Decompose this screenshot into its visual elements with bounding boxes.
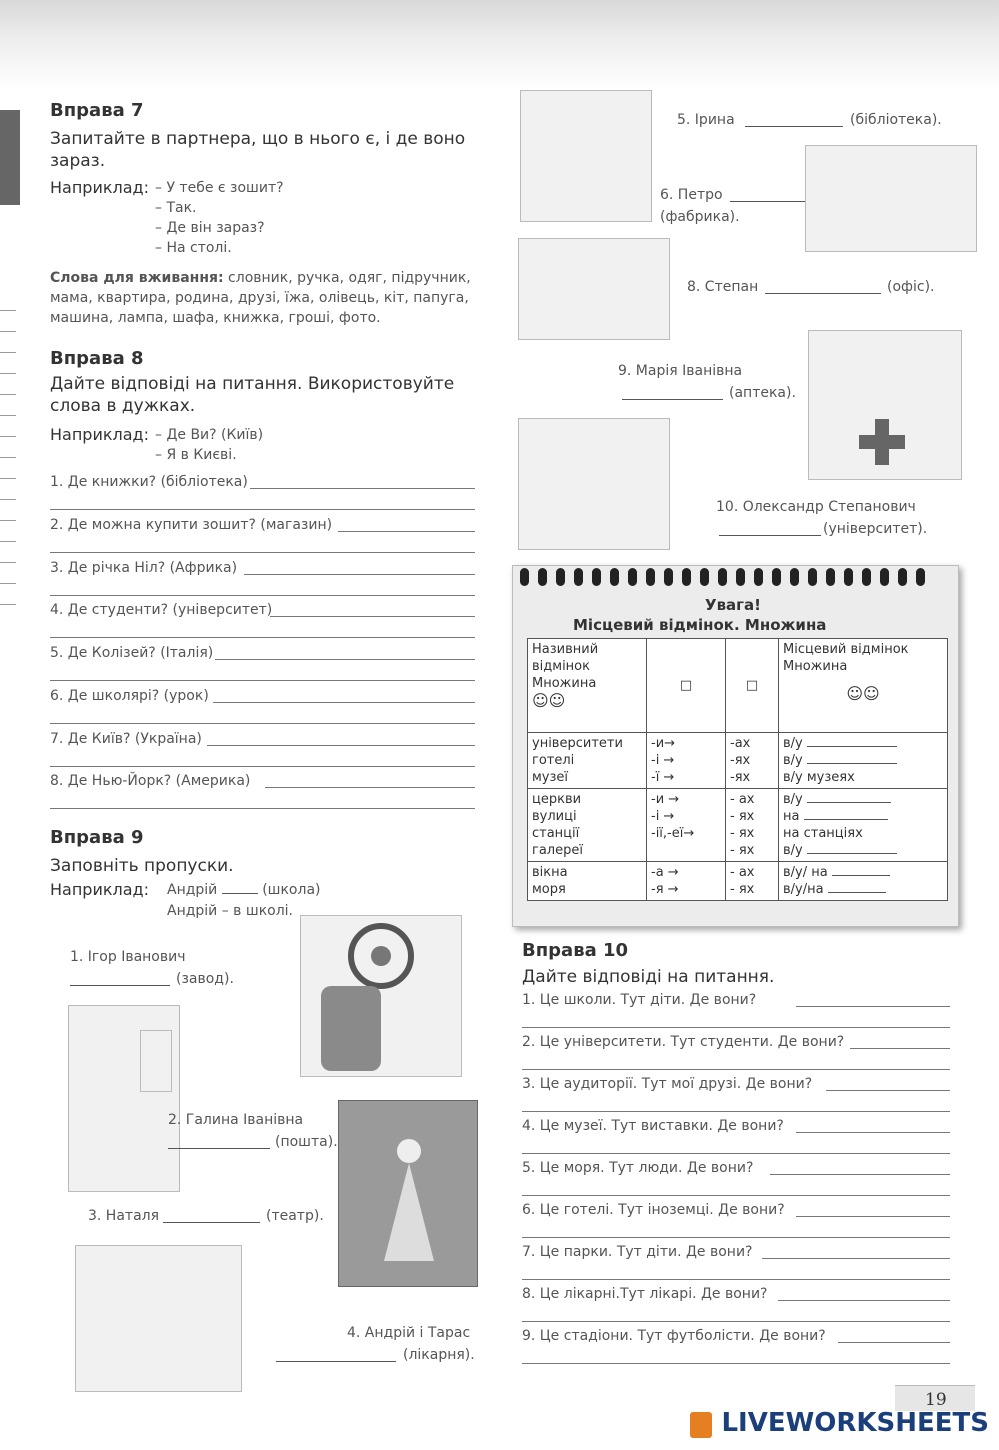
word: церкви — [532, 792, 582, 807]
answer-line[interactable] — [826, 1090, 950, 1091]
answer-line[interactable] — [338, 531, 475, 532]
new-ending: -ах — [730, 736, 751, 751]
answer-line[interactable] — [850, 1048, 950, 1049]
ending-box: □ — [647, 639, 726, 733]
ex8-q4: 4. Де студенти? (університет) — [50, 602, 273, 618]
head-text: Множина — [783, 659, 848, 674]
head-text: Місцевий відмінок — [783, 642, 909, 657]
answer-line[interactable] — [50, 723, 475, 724]
new-ending: - ях — [730, 826, 755, 841]
words-label: Слова для вживання: — [50, 270, 224, 286]
ending: -а → — [651, 865, 679, 880]
word: моря — [532, 882, 566, 897]
children-icon: ☺☺ — [846, 684, 880, 703]
ex9-item8-blank[interactable] — [765, 293, 881, 294]
answer-line[interactable] — [522, 1237, 950, 1238]
ex9-item10-name: 10. Олександр Степанович — [716, 499, 916, 515]
ex9-example-answer: Андрій – в школі. — [167, 903, 294, 919]
answer-line[interactable] — [796, 1132, 950, 1133]
ex9-instruction: Заповніть пропуски. — [50, 856, 234, 876]
example-line: – Я в Києві. — [155, 447, 237, 463]
ex8-q5: 5. Де Колізей? (Італія) — [50, 645, 214, 661]
ex7-words — [50, 268, 485, 328]
page-number: 19 — [925, 1390, 947, 1410]
ex7-example-label: Наприклад: — [50, 178, 149, 197]
page-edge-bar — [0, 110, 20, 205]
university-illustration — [518, 418, 670, 550]
ex9-item6-place: (фабрика). — [660, 209, 740, 225]
ex9-item10-place: (університет). — [823, 521, 928, 537]
loc-prefix: в/у/ на — [783, 865, 828, 880]
word: галереї — [532, 843, 583, 858]
ex9-item9-name: 9. Марія Іванівна — [618, 363, 743, 379]
answer-line[interactable] — [265, 787, 475, 788]
ex9-item5-place: (бібліотека). — [850, 112, 942, 128]
ending: -ї → — [651, 770, 675, 785]
head-text: відмінок — [532, 659, 590, 674]
new-ending: - ах — [730, 792, 755, 807]
dialog-line: – Де він зараз? — [155, 220, 265, 236]
answer-line[interactable] — [522, 1321, 950, 1322]
new-ending: - ях — [730, 843, 755, 858]
liveworksheets-logo[interactable]: LIVEWORKSHEETS — [721, 1408, 989, 1438]
ex9-item2-blank[interactable] — [168, 1148, 270, 1149]
bakery-illustration — [805, 145, 977, 252]
ex10-q1: 1. Це школи. Тут діти. Де вони? — [522, 992, 757, 1008]
ending-box: □ — [726, 639, 779, 733]
theater-illustration — [338, 1100, 478, 1287]
ex7-title: Вправа 7 — [50, 100, 144, 121]
new-ending: - ях — [730, 809, 755, 824]
words-list: словник, ручка, одяг, підручник, мама, квартира, родина, друзі, їжа, олівець, кіт, папуга, машина, лампа, шафа, книжка, гроші, фото. — [50, 270, 471, 326]
loc-prefix: в/у/на — [783, 882, 824, 897]
factory-worker-illustration — [300, 915, 462, 1077]
answer-line[interactable] — [522, 1069, 950, 1070]
word: вулиці — [532, 809, 577, 824]
dialog-line: – У тебе є зошит? — [155, 180, 284, 196]
answer-line[interactable] — [522, 1153, 950, 1154]
ex8-example — [155, 425, 263, 465]
ex9-item10-blank[interactable] — [719, 535, 821, 536]
ex10-title: Вправа 10 — [522, 940, 629, 961]
grammar-subtitle: Місцевий відмінок. Множина — [573, 616, 827, 634]
answer-line[interactable] — [522, 1027, 950, 1028]
loc-blank[interactable] — [807, 802, 891, 803]
example-line: – Де Ви? (Київ) — [155, 427, 264, 443]
answer-line[interactable] — [50, 595, 475, 596]
ex10-q5: 5. Це моря. Тут люди. Де вони? — [522, 1160, 754, 1176]
word: готелі — [532, 753, 575, 768]
ex9-item8-name: 8. Степан — [687, 279, 759, 295]
library-illustration — [520, 90, 652, 222]
ex9-example-label: Наприклад: — [50, 880, 149, 899]
answer-line[interactable] — [522, 1363, 950, 1364]
new-ending: - ах — [730, 865, 755, 880]
ex10-q3: 3. Це аудиторії. Тут мої друзі. Де вони? — [522, 1076, 813, 1092]
margin-lines — [0, 290, 16, 605]
loc-blank[interactable] — [807, 763, 897, 764]
example-name: Андрій — [167, 882, 218, 898]
answer-line[interactable] — [244, 574, 475, 575]
ex7-instruction: Запитайте в партнера, що в нього є, і де воно зараз. — [50, 129, 466, 171]
answer-line[interactable] — [50, 509, 475, 510]
actress-icon — [339, 1101, 477, 1286]
loc-blank[interactable] — [832, 875, 890, 876]
loc-blank[interactable] — [807, 746, 897, 747]
ex8-q8: 8. Де Нью-Йорк? (Америка) — [50, 773, 251, 789]
ex9-item4-name: 4. Андрій і Тарас — [347, 1325, 471, 1341]
dialog-line: – На столі. — [155, 240, 232, 256]
answer-line[interactable] — [838, 1342, 950, 1343]
loc-prefix: в/у — [783, 792, 803, 807]
ex9-item8-place: (офіс). — [887, 279, 935, 295]
ex8-q3: 3. Де річка Ніл? (Африка) — [50, 560, 238, 576]
ex10-q2: 2. Це університети. Тут студенти. Де вони? — [522, 1034, 845, 1050]
ex9-item3-name: 3. Наталя — [88, 1208, 160, 1224]
answer-line[interactable] — [522, 1111, 950, 1112]
ex8-q1: 1. Де книжки? (бібліотека) — [50, 474, 248, 490]
header-decoration — [0, 0, 999, 90]
answer-line[interactable] — [762, 1258, 950, 1259]
answer-line[interactable] — [796, 1216, 950, 1217]
ending: -і → — [651, 753, 675, 768]
answer-line[interactable] — [250, 488, 475, 489]
head-text: Множина — [532, 676, 597, 691]
loc-blank[interactable] — [807, 853, 897, 854]
ex8-title: Вправа 8 — [50, 348, 144, 369]
grammar-title: Увага! — [705, 596, 761, 614]
head-text: Називний — [532, 642, 599, 657]
ex8-q7: 7. Де Київ? (Україна) — [50, 731, 202, 747]
ex9-item9-place: (аптека). — [729, 385, 796, 401]
ex9-item4-place: (лікарня). — [403, 1347, 475, 1363]
answer-line[interactable] — [522, 1279, 950, 1280]
loc-prefix: в/у — [783, 843, 803, 858]
liveworksheets-logo-icon — [690, 1412, 712, 1438]
ex9-item2-name: 2. Галина Іванівна — [168, 1112, 304, 1128]
ending: -и→ — [651, 736, 676, 751]
answer-line[interactable] — [50, 637, 475, 638]
answer-line[interactable] — [50, 552, 475, 553]
ex9-item3-place: (театр). — [266, 1208, 324, 1224]
ex10-q6: 6. Це готелі. Тут іноземці. Де вони? — [522, 1202, 785, 1218]
ex9-item1-blank[interactable] — [70, 985, 170, 986]
answer-line[interactable] — [270, 616, 475, 617]
ex9-item4-blank[interactable] — [276, 1361, 396, 1362]
ex9-example — [167, 880, 321, 900]
ex10-instruction: Дайте відповіді на питання. — [522, 967, 775, 987]
new-ending: -ях — [730, 753, 751, 768]
notebook-rings — [520, 568, 950, 588]
answer-line[interactable] — [213, 702, 475, 703]
answer-line[interactable] — [215, 659, 475, 660]
mailbox-illustration — [140, 1030, 172, 1092]
word: станції — [532, 826, 580, 841]
hospital-illustration — [75, 1245, 242, 1392]
loc-blank[interactable] — [828, 892, 886, 893]
ex9-item2-place: (пошта). — [275, 1134, 338, 1150]
dialog-line: – Так. — [155, 200, 197, 216]
plus-icon — [809, 331, 961, 479]
answer-line[interactable] — [50, 808, 475, 809]
ending: -и → — [651, 792, 680, 807]
ex8-example-label: Наприклад: — [50, 425, 149, 444]
children-icon: ☺☺ — [532, 691, 566, 710]
office-illustration — [518, 238, 670, 340]
ex8-q6: 6. Де школярі? (урок) — [50, 688, 209, 704]
ex10-q8: 8. Це лікарні.Тут лікарі. Де вони? — [522, 1286, 768, 1302]
ex9-title: Вправа 9 — [50, 827, 144, 848]
ex9-item6-name: 6. Петро — [660, 187, 723, 203]
ex9-item9-blank[interactable] — [622, 399, 723, 400]
ex10-q7: 7. Це парки. Тут діти. Де вони? — [522, 1244, 753, 1260]
ending: -і → — [651, 809, 675, 824]
ex8-q2: 2. Де можна купити зошит? (магазин) — [50, 517, 333, 533]
ex9-item1-place: (завод). — [176, 971, 234, 987]
loc-example: на станціях — [783, 826, 863, 841]
grammar-table — [527, 638, 948, 901]
ex8-instruction: Дайте відповіді на питання. Використовуйте слова в дужках. — [50, 374, 455, 416]
word: вікна — [532, 865, 568, 880]
ending: -я → — [651, 882, 679, 897]
ex10-q9: 9. Це стадіони. Тут футболісти. Де вони? — [522, 1328, 826, 1344]
ending: -ії,-еї→ — [651, 826, 695, 841]
pharmacy-illustration — [808, 330, 962, 480]
loc-blank[interactable] — [804, 819, 888, 820]
loc-prefix: на — [783, 809, 800, 824]
answer-line[interactable] — [778, 1300, 950, 1301]
loc-prefix: в/у — [783, 753, 803, 768]
new-ending: -ях — [730, 770, 751, 785]
answer-line[interactable] — [50, 680, 475, 681]
ex9-item1-name: 1. Ігор Іванович — [70, 949, 186, 965]
answer-line[interactable] — [207, 745, 475, 746]
loc-example: в/у музеях — [783, 770, 855, 785]
ex10-q4: 4. Це музеї. Тут виставки. Де вони? — [522, 1118, 784, 1134]
answer-line[interactable] — [522, 1195, 950, 1196]
example-place: (школа) — [262, 882, 321, 898]
new-ending: - ях — [730, 882, 755, 897]
ex9-item3-blank[interactable] — [163, 1222, 260, 1223]
answer-line[interactable] — [796, 1006, 950, 1007]
answer-line[interactable] — [770, 1174, 950, 1175]
ex9-item5-name: 5. Ірина — [677, 112, 735, 128]
loc-prefix: в/у — [783, 736, 803, 751]
gear-icon — [301, 916, 461, 1076]
ex9-item5-blank[interactable] — [745, 126, 843, 127]
answer-line[interactable] — [50, 766, 475, 767]
word: музеї — [532, 770, 569, 785]
ex7-dialog — [155, 178, 284, 258]
word: університети — [532, 736, 623, 751]
